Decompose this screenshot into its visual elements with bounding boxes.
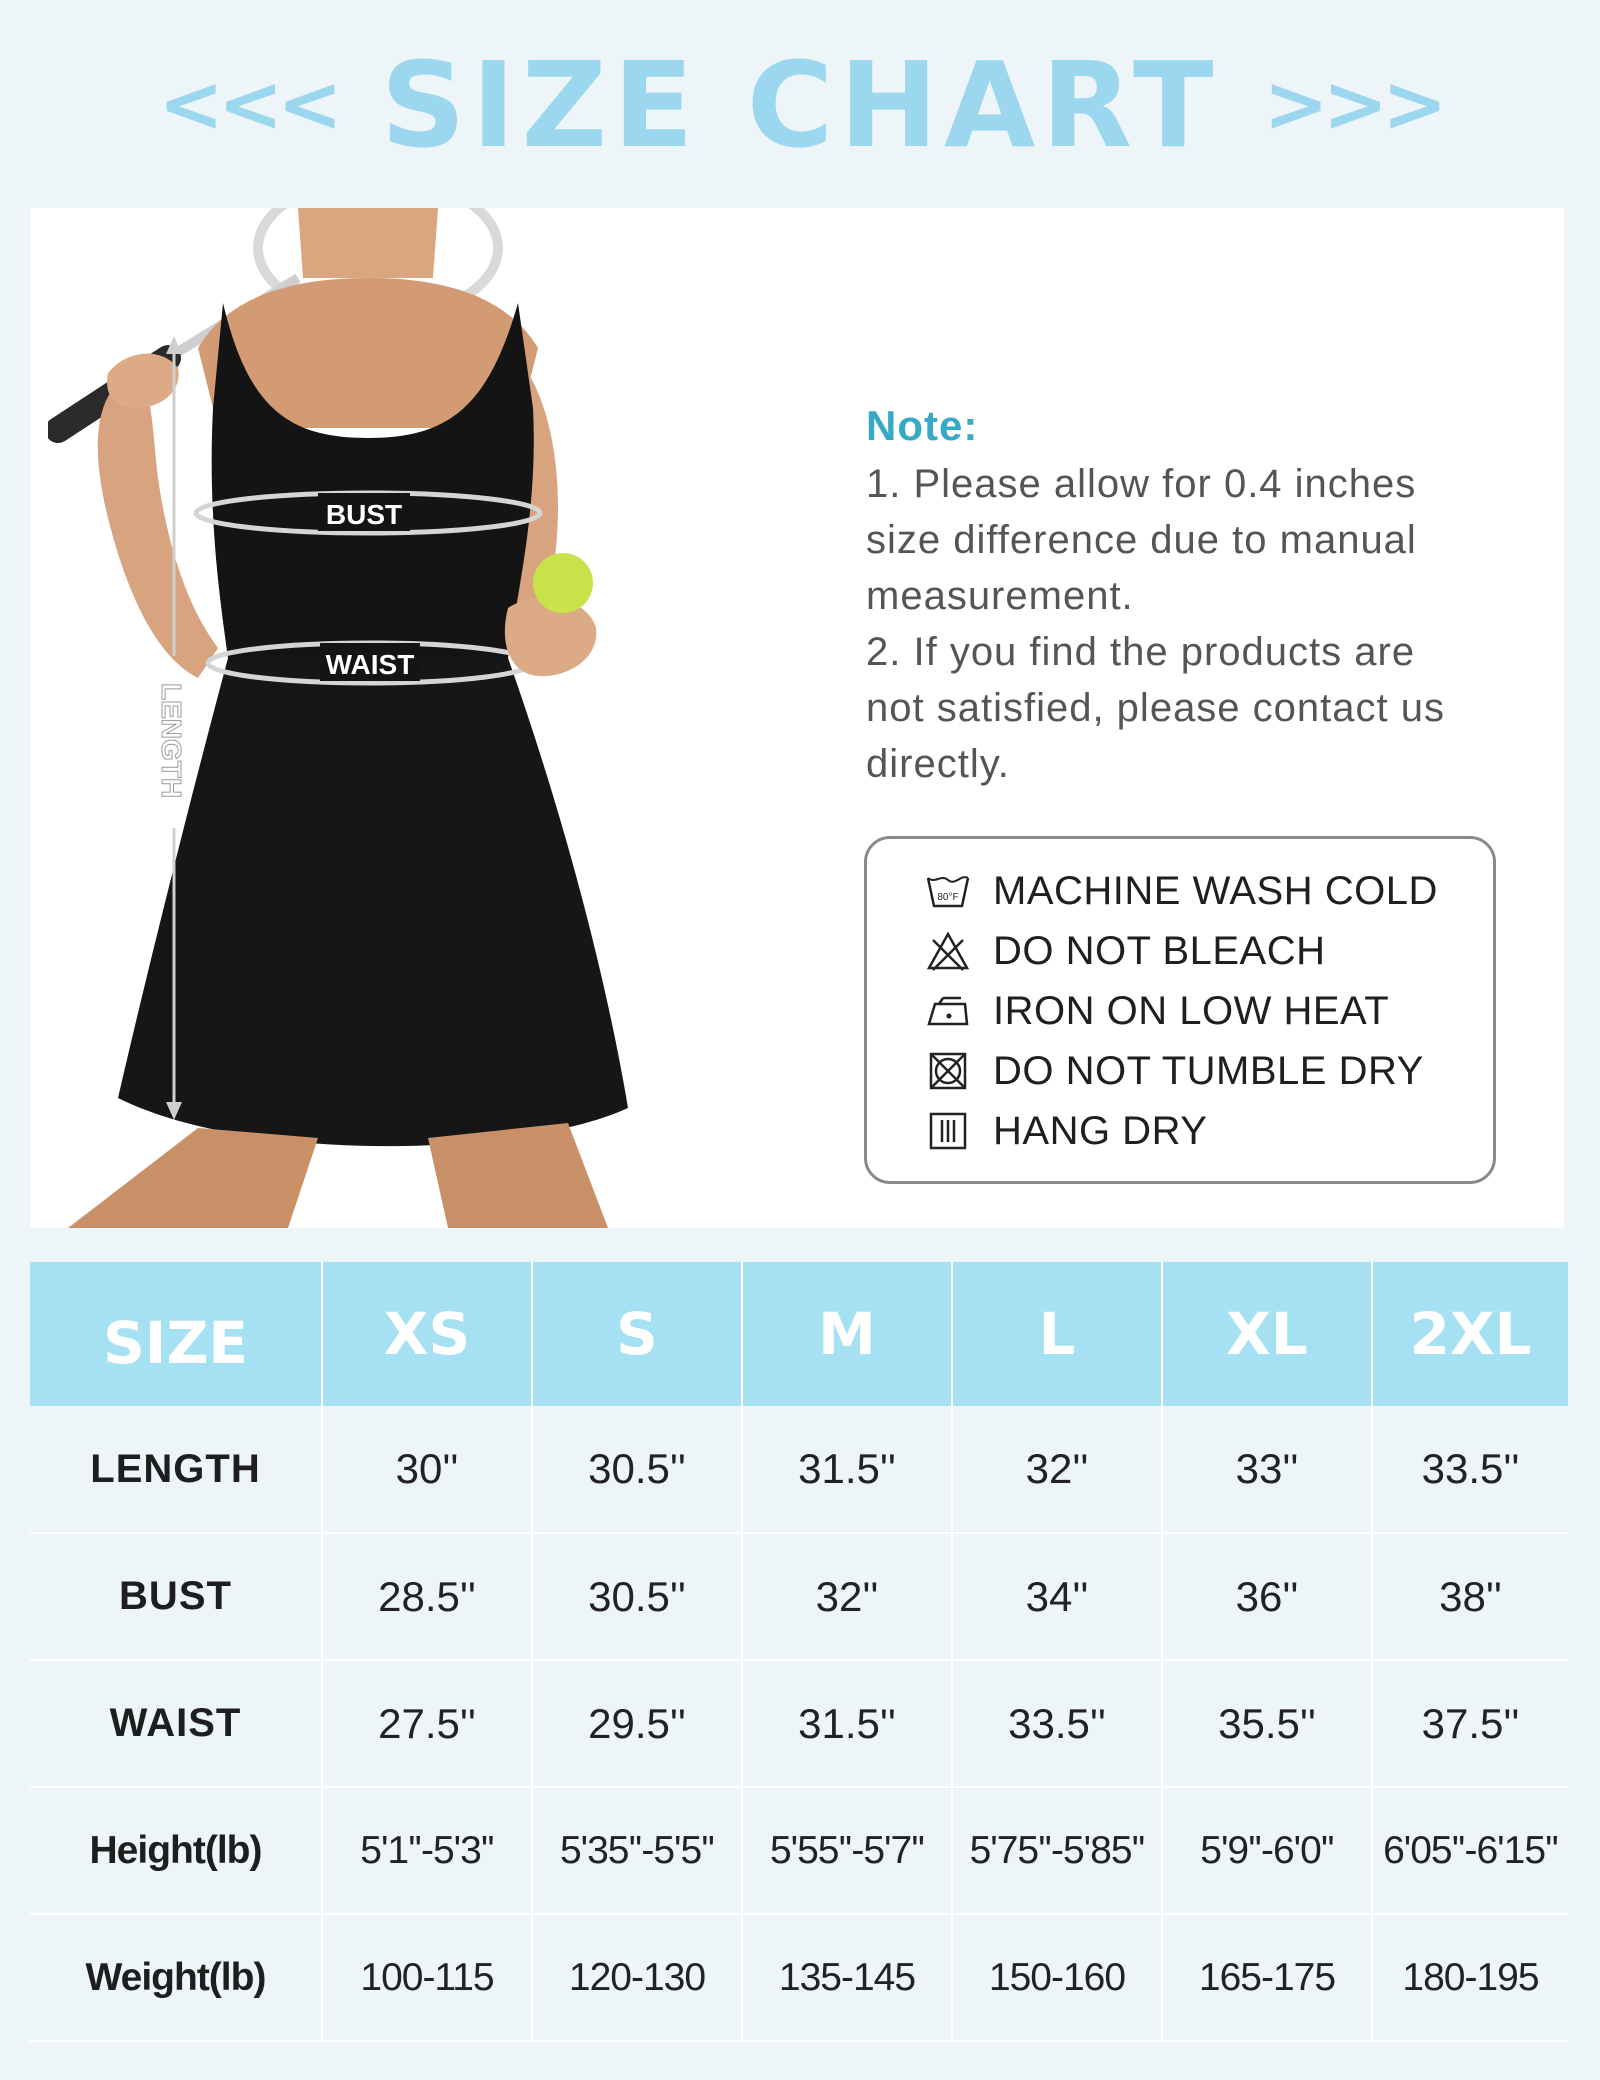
table-cell: 5'55''-5'7''	[742, 1787, 952, 1914]
bust-label: BUST	[325, 499, 403, 530]
right-leg	[428, 1123, 608, 1228]
note-block	[866, 398, 1546, 792]
care-label: IRON ON LOW HEAT	[993, 988, 1390, 1033]
table-cell: 6'05''-6'15''	[1372, 1787, 1568, 1914]
table-cell: 30''	[322, 1406, 532, 1533]
table-cell: 32''	[742, 1533, 952, 1660]
no-tumble-dry-icon	[925, 1050, 971, 1092]
header-s: S	[532, 1262, 742, 1406]
table-cell: 180-195	[1372, 1914, 1568, 2041]
table-cell: 150-160	[952, 1914, 1162, 2041]
table-cell: 38''	[1372, 1533, 1568, 1660]
note-heading: Note:	[866, 402, 979, 449]
table-cell: 5'9''-6'0''	[1162, 1787, 1372, 1914]
table-cell: 33.5''	[1372, 1406, 1568, 1533]
left-chevrons: <<<	[158, 60, 337, 150]
care-item	[925, 981, 1493, 1041]
table-cell: 29.5''	[532, 1660, 742, 1787]
table-cell: 165-175	[1162, 1914, 1372, 2041]
note-line: 2. If you find the products are	[866, 630, 1416, 674]
table-cell: 35.5''	[1162, 1660, 1372, 1787]
care-item	[925, 921, 1493, 981]
waist-label: WAIST	[325, 649, 415, 680]
table-cell: 37.5''	[1372, 1660, 1568, 1787]
row-label-weight: Weight(lb)	[30, 1914, 322, 2041]
left-leg	[68, 1128, 318, 1228]
size-table	[30, 1262, 1568, 2042]
header-l: L	[952, 1262, 1162, 1406]
table-cell: 5'1''-5'3''	[322, 1787, 532, 1914]
length-label: LENGTH	[156, 683, 187, 799]
care-label: MACHINE WASH COLD	[993, 868, 1438, 913]
table-cell: 30.5''	[532, 1406, 742, 1533]
header-m: M	[742, 1262, 952, 1406]
table-cell: 32''	[952, 1406, 1162, 1533]
product-panel	[30, 208, 1564, 1228]
table-cell: 5'35''-5'5''	[532, 1787, 742, 1914]
table-cell: 31.5''	[742, 1406, 952, 1533]
header-size: SIZE	[30, 1262, 322, 1406]
right-chevrons: >>>	[1263, 60, 1442, 150]
table-row	[30, 1406, 1568, 1533]
table-row	[30, 1533, 1568, 1660]
table-cell: 33''	[1162, 1406, 1372, 1533]
note-line: not satisfied, please contact us	[866, 686, 1445, 730]
table-cell: 33.5''	[952, 1660, 1162, 1787]
table-row	[30, 1787, 1568, 1914]
table-cell: 5'75''-5'85''	[952, 1787, 1162, 1914]
header-xl: XL	[1162, 1262, 1372, 1406]
note-line: 1. Please allow for 0.4 inches	[866, 462, 1417, 506]
dress-model-illustration	[48, 208, 728, 1228]
table-cell: 36''	[1162, 1533, 1372, 1660]
left-arm	[98, 383, 218, 678]
left-hand	[107, 354, 179, 408]
header-2xl: 2XL	[1372, 1262, 1568, 1406]
size-chart-title	[0, 36, 1600, 174]
iron-low-icon	[925, 990, 971, 1032]
table-cell: 120-130	[532, 1914, 742, 2041]
dress-skirt	[118, 658, 628, 1146]
row-label-length: LENGTH	[30, 1406, 322, 1533]
table-cell: 28.5''	[322, 1533, 532, 1660]
care-label: HANG DRY	[993, 1108, 1208, 1153]
wash-temp: 80°F	[937, 892, 959, 903]
table-cell: 135-145	[742, 1914, 952, 2041]
care-label: DO NOT TUMBLE DRY	[993, 1048, 1424, 1093]
care-label: DO NOT BLEACH	[993, 928, 1326, 973]
care-item	[925, 861, 1493, 921]
table-cell: 100-115	[322, 1914, 532, 2041]
row-label-waist: WAIST	[30, 1660, 322, 1787]
table-cell: 30.5''	[532, 1533, 742, 1660]
row-label-bust: BUST	[30, 1533, 322, 1660]
care-instructions-box	[864, 836, 1496, 1184]
title-text: SIZE CHART	[380, 36, 1220, 174]
table-header-row	[30, 1262, 1568, 1406]
care-item	[925, 1041, 1493, 1101]
care-item	[925, 1101, 1493, 1161]
table-row	[30, 1914, 1568, 2041]
note-line: measurement.	[866, 574, 1134, 618]
table-cell: 27.5''	[322, 1660, 532, 1787]
note-line: size difference due to manual	[866, 518, 1417, 562]
hang-dry-icon	[925, 1110, 971, 1152]
table-row	[30, 1660, 1568, 1787]
tennis-ball-icon	[533, 553, 593, 613]
table-cell: 31.5''	[742, 1660, 952, 1787]
row-label-height: Height(lb)	[30, 1787, 322, 1914]
no-bleach-icon	[925, 930, 971, 972]
header-xs: XS	[322, 1262, 532, 1406]
table-cell: 34''	[952, 1533, 1162, 1660]
neck	[298, 208, 438, 278]
wash-tub-icon	[925, 870, 971, 912]
note-line: directly.	[866, 742, 1010, 786]
